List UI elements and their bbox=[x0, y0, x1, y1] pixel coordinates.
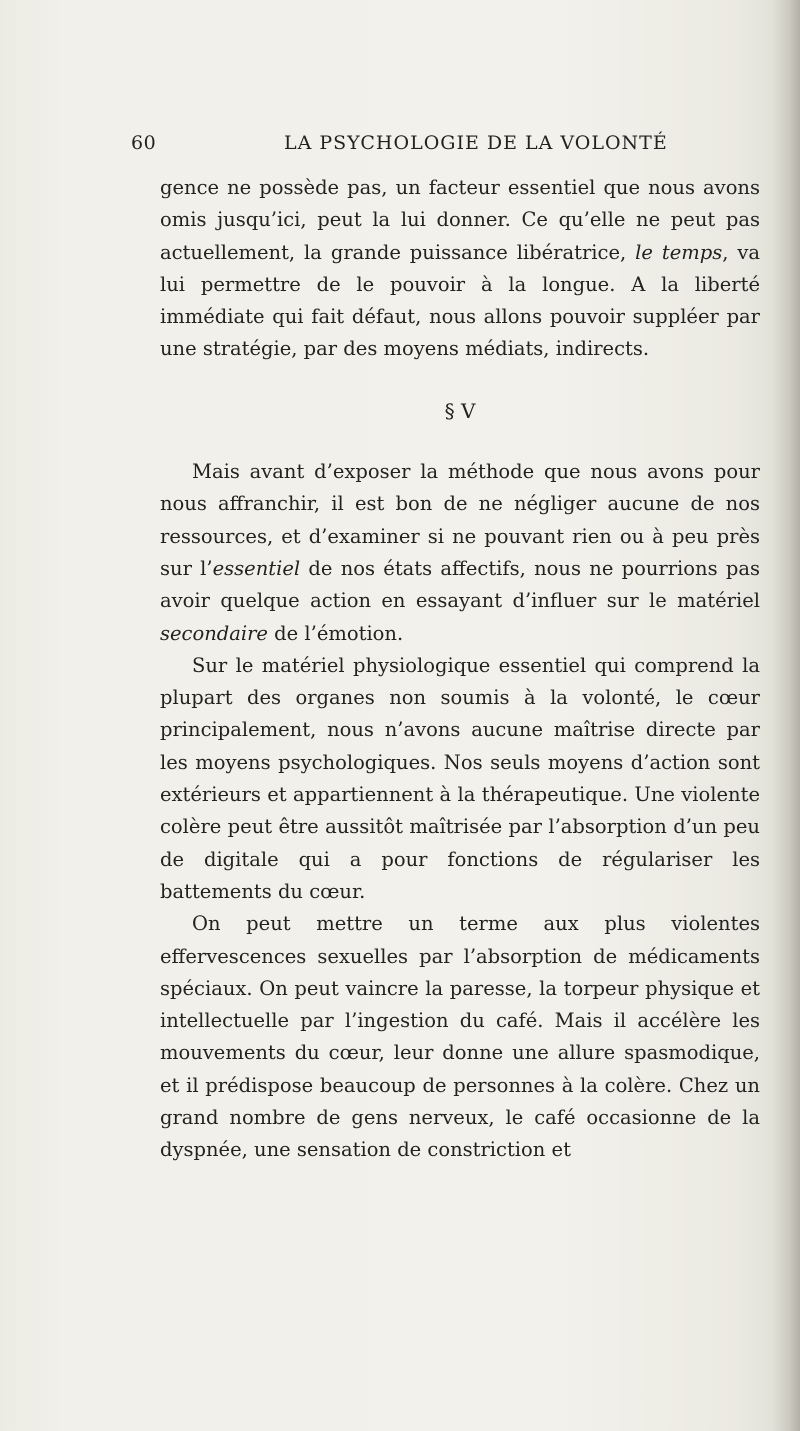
paragraph-1: gence ne possède pas, un facteur essentiel que nous avons omis jusqu’ici, peut la lui donner. Ce qu’elle ne peut pas actuellement, la grande puissance libératrice, le temps, va lui permettre de le pouvoir à la longue. A la liberté immédiate qui fait défaut, nous allons pouvoir suppléer par une stratégie, par des moyens médiats, indirects. bbox=[160, 176, 760, 361]
page-edge-shadow bbox=[772, 0, 800, 1431]
emphasis-essentiel: essentiel bbox=[212, 556, 301, 580]
emphasis-secondaire: secondaire bbox=[160, 621, 268, 645]
body-text bbox=[160, 172, 760, 1167]
paragraph-3: Sur le matériel physiologique essentiel qui comprend la plupart des organes non soumis à la volonté, le cœur principalement, nous n’avons aucune maîtrise directe par les moyens psychologiques. Nos seuls moyens d’action sont extérieurs et appartiennent à la thérapeutique. Une violente colère peut être aussitôt maîtrisée par l’absorption d’un peu de digitale qui a pour fonctions de régulariser les battements du cœur. bbox=[160, 653, 760, 903]
running-header bbox=[131, 132, 676, 156]
paragraph-4: On peut mettre un terme aux plus violentes effervescences sexuelles par l’absorption de médicaments spéciaux. On peut vaincre la paresse, la torpeur physique et intellectuelle par l’ingestion du café. Mais il accélère les mouvements du cœur, leur donne une allure spasmodique, et il prédispose beaucoup de personnes à la colère. Chez un grand nombre de gens nerveux, le café occasionne de la dyspnée, une sensation de constriction et bbox=[160, 912, 760, 1162]
section-heading: § V bbox=[444, 398, 476, 423]
paragraph-2: Mais avant d’exposer la méthode que nous avons pour nous affranchir, il est bon de ne négliger aucune de nos ressources, et d’examiner si ne pouvant rien ou à peu près sur l’essentiel de nos états affectifs, nous ne pourrions pas avoir quelque action en essayant d’influer sur le matériel secondaire de l’émotion. bbox=[160, 460, 760, 645]
emphasis-le-temps: le temps bbox=[635, 240, 723, 264]
page-number: 60 bbox=[131, 132, 157, 154]
running-title: LA PSYCHOLOGIE DE LA VOLONTÉ bbox=[284, 132, 668, 154]
